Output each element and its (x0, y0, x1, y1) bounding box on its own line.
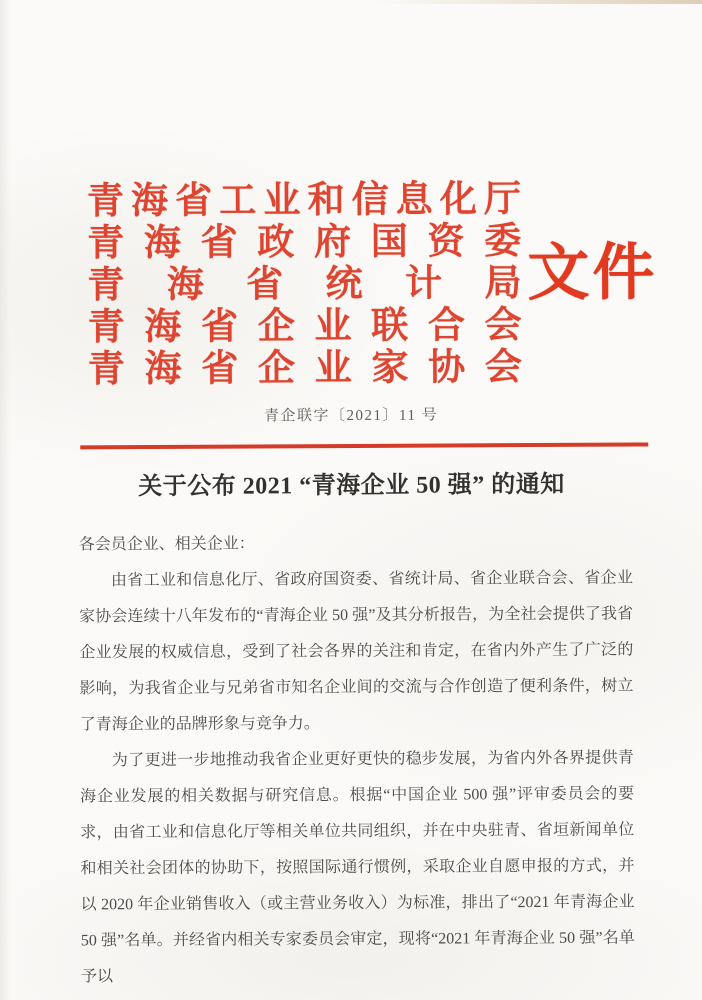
body-paragraph: 由省工业和信息化厅、省政府国资委、省统计局、省企业联合会、省企业家协会连续十八年发布的“青海企业 50 强”及其分析报告，为全社会提供了我省企业发展的权威信息，受到了社会各界的关注和肯定，在省内外产生了广泛的影响，为我省企业与兄弟省市知名企业间的交流与合作创造了便利条件，树立了青海企业的品牌形象与竞争力。 (79, 569, 634, 734)
document-body (79, 525, 635, 996)
document-word-wenjian: 文件 (527, 239, 658, 309)
document-title: 关于公布 2021 “青海企业 50 强” 的通知 (138, 471, 565, 501)
letterhead (87, 178, 702, 391)
org-name-line: 青海省统计局 (87, 263, 522, 307)
document-reference-number: 青企联字〔2021〕11 号 (263, 407, 439, 425)
body-paragraph: 为了更进一步地推动我省企业更好更快的稳步发展，为省内外各界提供青海企业发展的相关数据与研究信息。根据“中国企业 500 强”评审委员会的要求，由省工业和信息化厅等相关单位共同组织，并在中央驻青、省垣新闻单位和相关社会团体的协助下，按照国际通行惯例，采取企业自愿申报的方式，并以 2020 年企业销售收入（或主营业务收入）为标准，排出了“2021 年青海企业 50 强”名单。并经省内相关专家委员会审定，现将“2021 年青海企业 50 强”名单予以 (80, 749, 635, 986)
red-divider-line (80, 442, 648, 449)
org-name-line: 青海省工业和信息化厅 (86, 179, 522, 223)
salutation-line: 各会员企业、相关企业： (78, 535, 255, 554)
org-name-line: 青海省政府国资委 (87, 221, 522, 265)
org-name-line: 青海省企业家协会 (87, 347, 522, 391)
org-name-line: 青海省企业联合会 (87, 305, 522, 349)
issuing-organizations (87, 179, 522, 391)
